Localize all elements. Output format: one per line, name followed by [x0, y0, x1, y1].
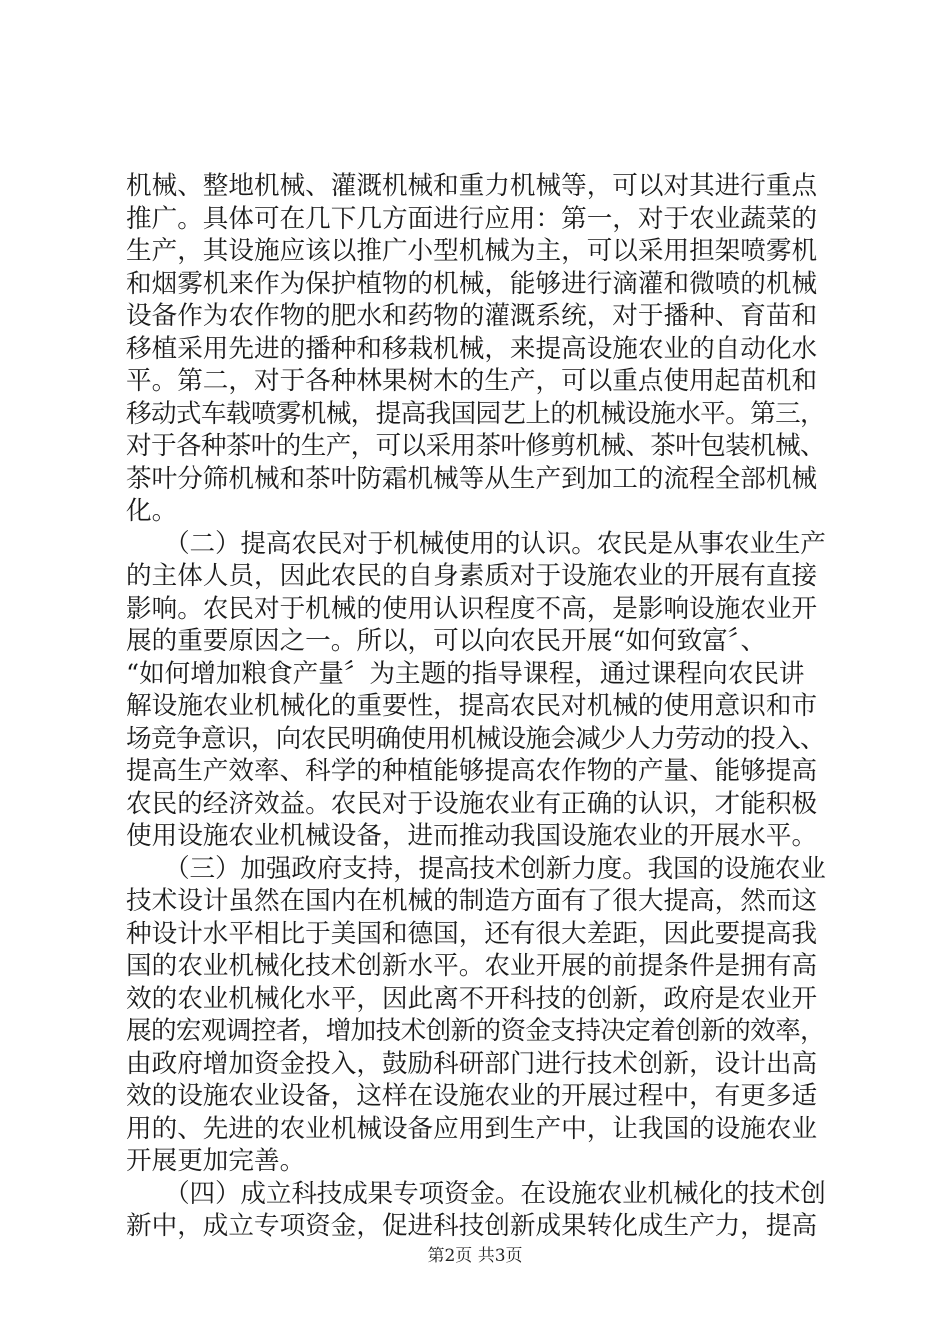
text-line: 用的、先进的农业机械设备应用到生产中，让我国的设施农业 [126, 1113, 818, 1144]
text-line: 效的设施农业设备，这样在设施农业的开展过程中，有更多适 [126, 1081, 818, 1111]
text-line: （二）提高农民对于机械使用的认识。农民是从事农业生产 [126, 528, 826, 559]
text-line: 的主体人员，因此农民的自身素质对于设施农业的开展有直接 [126, 561, 818, 591]
body-text [126, 170, 826, 1243]
text-line: 技术设计虽然在国内在机械的制造方面有了很大提高，然而这 [126, 886, 818, 916]
text-line: 化。 [126, 496, 178, 526]
text-line: 新中，成立专项资金，促进科技创新成果转化成生产力，提高 [126, 1211, 818, 1241]
text-line: 平。第二，对于各种林果树木的生产，可以重点使用起苗机和 [126, 366, 818, 396]
text-line: 移植采用先进的播种和移栽机械，来提高设施农业的自动化水 [126, 333, 818, 364]
text-line: 提高生产效率、科学的种植能够提高农作物的产量、能够提高 [126, 756, 818, 786]
text-line: （三）加强政府支持，提高技术创新力度。我国的设施农业 [126, 853, 826, 884]
text-line: 对于各种茶叶的生产，可以采用茶叶修剪机械、茶叶包装机械、 [126, 431, 825, 461]
text-line: 场竞争意识，向农民明确使用机械设施会减少人力劳动的投入、 [126, 723, 825, 754]
text-line: 解设施农业机械化的重要性，提高农民对机械的使用意识和市 [126, 691, 818, 721]
text-line: “如何增加粮食产量〞为主题的指导课程，通过课程向农民讲 [126, 658, 805, 689]
text-line: 由政府增加资金投入，鼓励科研部门进行技术创新，设计出高 [126, 1048, 818, 1079]
text-line: （四）成立科技成果专项资金。在设施农业机械化的技术创 [126, 1178, 826, 1209]
text-line: 影响。农民对于机械的使用认识程度不高，是影响设施农业开 [126, 593, 818, 624]
text-line: 设备作为农作物的肥水和药物的灌溉系统，对于播种、育苗和 [126, 301, 818, 331]
text-line: 使用设施农业机械设备，进而推动我国设施农业的开展水平。 [126, 821, 818, 851]
text-line: 茶叶分筛机械和茶叶防霜机械等从生产到加工的流程全部机械 [126, 463, 818, 494]
text-line: 种设计水平相比于美国和德国，还有很大差距，因此要提高我 [126, 918, 818, 949]
text-line: 农民的经济效益。农民对于设施农业有正确的认识，才能积极 [126, 788, 818, 819]
text-line: 和烟雾机来作为保护植物的机械，能够进行滴灌和微喷的机械 [126, 268, 818, 299]
text-line: 生产，其设施应该以推广小型机械为主，可以采用担架喷雾机 [126, 236, 818, 266]
text-line: 推广。具体可在几下几方面进行应用：第一，对于农业蔬菜的 [126, 203, 818, 234]
text-line: 机械、整地机械、灌溉机械和重力机械等，可以对其进行重点 [126, 171, 818, 201]
text-line: 国的农业机械化技术创新水平。农业开展的前提条件是拥有高 [126, 951, 818, 981]
text-line: 开展更加完善。 [126, 1146, 306, 1176]
page-number: 第2页 共3页 [427, 1246, 523, 1266]
text-line: 移动式车载喷雾机械，提高我国园艺上的机械设施水平。第三， [126, 398, 825, 429]
text-line: 展的重要原因之一。所以，可以向农民开展“如何致富〞、 [126, 626, 767, 656]
text-line: 效的农业机械化水平，因此离不开科技的创新，政府是农业开 [126, 983, 818, 1014]
text-line: 展的宏观调控者，增加技术创新的资金支持决定着创新的效率， [126, 1016, 825, 1046]
